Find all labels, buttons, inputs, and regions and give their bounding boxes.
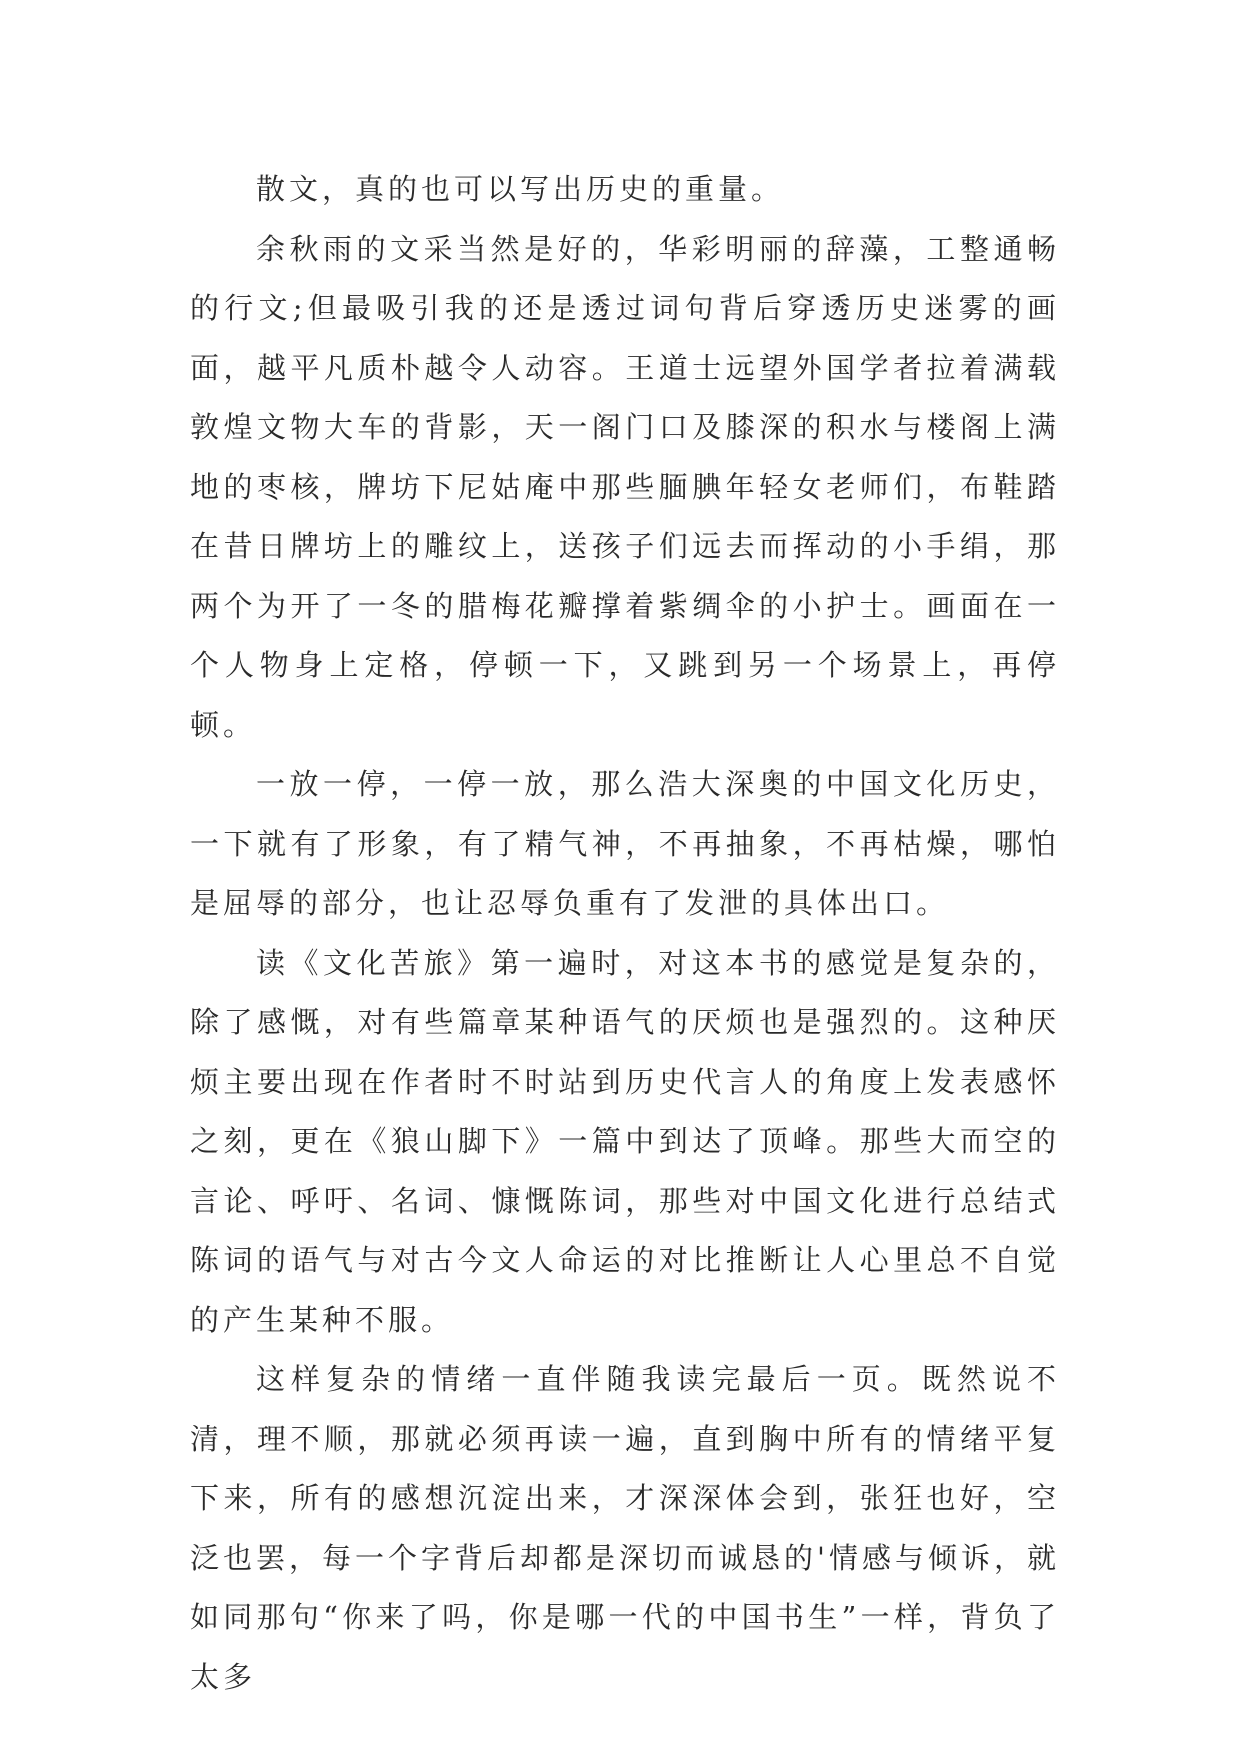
- paragraph-1: 散文，真的也可以写出历史的重量。: [256, 172, 785, 206]
- paragraph-2: 余秋雨的文采当然是好的，华彩明丽的辞藻，工整通畅的行文;但最吸引我的还是透过词句背后穿透历史迷雾的画面，越平凡质朴越令人动容。王道士远望外国学者拉着满载敦煌文物大车的背影，天一阁门口及膝深的积水与楼阁上满地的枣核，牌坊下尼姑庵中那些腼腆年轻女老师们，布鞋踏在昔日牌坊上的雕纹上，送孩子们远去而挥动的小手绢，那两个为开了一冬的腊梅花瓣撑着紫绸伞的小护士。画面在一个人物身上定格，停顿一下，又跳到另一个场景上，再停顿。: [190, 231, 1060, 742]
- document-body: [190, 160, 1060, 1707]
- paragraph-5: 这样复杂的情绪一直伴随我读完最后一页。既然说不清，理不顺，那就必须再读一遍，直到胸中所有的情绪平复下来，所有的感想沉淀出来，才深深体会到，张狂也好，空泛也罢，每一个字背后却都是深切而诚恳的'情感与倾诉，就如同那句“你来了吗，你是哪一代的中国书生”一样，背负了太多: [190, 1362, 1060, 1694]
- paragraph-3: 一放一停，一停一放，那么浩大深奥的中国文化历史，一下就有了形象，有了精气神，不再抽象，不再枯燥，哪怕是屈辱的部分，也让忍辱负重有了发泄的具体出口。: [190, 767, 1060, 920]
- paragraph-4: 读《文化苦旅》第一遍时，对这本书的感觉是复杂的，除了感慨，对有些篇章某种语气的厌烦也是强烈的。这种厌烦主要出现在作者时不时站到历史代言人的角度上发表感怀之刻，更在《狼山脚下》一篇中到达了顶峰。那些大而空的言论、呼吁、名词、慷慨陈词，那些对中国文化进行总结式陈词的语气与对古今文人命运的对比推断让人心里总不自觉的产生某种不服。: [190, 945, 1060, 1337]
